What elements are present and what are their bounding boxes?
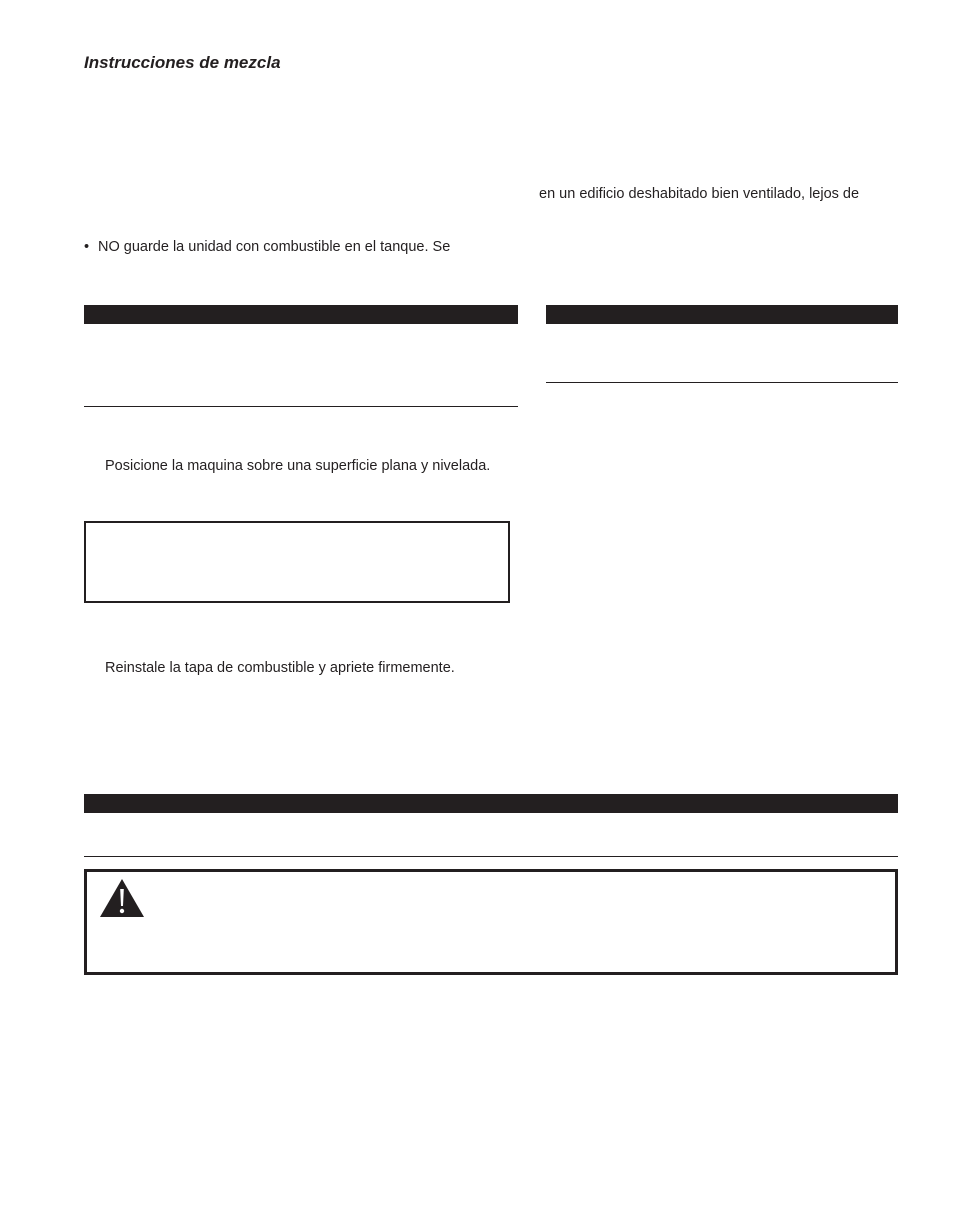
reinstall-fuel-cap-instruction: Reinstale la tapa de combustible y apriete firmemente. [105, 660, 455, 676]
no-fuel-storage-bullet [84, 238, 450, 256]
bullet-symbol: • [84, 239, 90, 255]
mixing-instructions-heading: Instrucciones de mezcla [84, 53, 281, 72]
warning-box [84, 869, 898, 975]
right-section-header-bar [546, 305, 898, 324]
right-section-divider [546, 382, 898, 383]
note-box [84, 521, 510, 603]
left-section-header-bar [84, 305, 518, 324]
storage-location-text: en un edificio deshabitado bien ventilado, lejos de [539, 186, 860, 202]
full-width-section-header-bar [84, 794, 898, 813]
warning-triangle-icon [98, 877, 146, 919]
no-fuel-storage-text: NO guarde la unidad con combustible en el tanque. Se [98, 239, 451, 255]
position-machine-instruction: Posicione la maquina sobre una superficie plana y nivelada. [105, 458, 491, 474]
full-width-section-divider [84, 856, 898, 857]
left-section-divider [84, 406, 518, 407]
